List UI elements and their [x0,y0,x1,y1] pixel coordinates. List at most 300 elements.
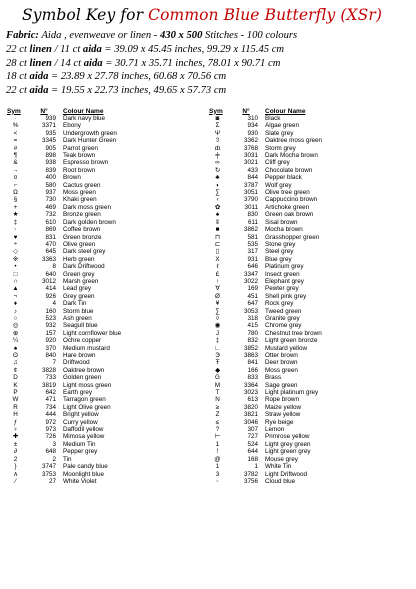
colour-name-cell: Platinum grey [265,263,304,271]
thread-number-cell: 7 [52,359,56,367]
thread-number-cell: 832 [247,337,258,345]
thread-number-cell: 3787 [243,181,258,189]
thread-number-cell: 3782 [243,470,258,478]
table-row [6,196,166,203]
thread-number-cell: 160 [45,307,56,315]
symbol-cell: § [13,196,18,204]
colour-name-cell: Elephant grey [265,277,304,285]
table-row [6,345,166,352]
symbol-cell: ÷ [13,240,18,248]
colour-name-cell: Moss green [63,189,96,197]
colour-name-cell: Rock grey [265,300,294,308]
table-row [6,330,166,337]
table-row [6,256,166,263]
table-row [6,352,166,359]
colour-name-cell: Black [265,115,281,122]
thread-number-cell: 3747 [41,463,56,471]
table-row [6,219,166,226]
thread-number-cell: 3345 [41,137,56,145]
size-fabric-a: aida [29,85,49,97]
table-row [208,433,368,440]
table-row [6,271,166,278]
thread-number-cell: 535 [247,240,258,248]
size-line [6,57,297,71]
symbol-cell: K [13,381,18,389]
colour-name-cell: Light green grey [265,448,311,456]
colour-name-cell: Green grey [63,270,95,278]
colour-name-cell: Driftwood [63,359,90,367]
stitch-colours: Stitches - 100 colours [202,30,298,41]
table-row [6,389,166,396]
colour-name-cell: Mocha brown [265,226,303,234]
table-row [208,234,368,241]
size-dimensions: = 30.71 x 35.71 inches, 78.01 x 90.71 cm [102,57,281,69]
table-row [6,293,166,300]
symbol-cell: → [12,166,19,174]
colour-name-cell: Pewter grey [265,285,299,293]
table-row [208,471,368,478]
thread-number-cell: 470 [45,240,56,248]
symbol-cell: ✿ [214,203,221,211]
thread-number-cell: 780 [247,329,258,337]
table-row [208,389,368,396]
symbol-cell: ♠ [215,211,220,219]
colour-name-cell: Light moss green [63,381,112,389]
symbol-cell: ★ [12,211,19,219]
table-row [208,396,368,403]
symbol-cell: £ [215,270,220,278]
colour-name-cell: Lead grey [63,285,92,293]
thread-number-cell: 317 [247,248,258,256]
colour-name-cell: Oaktree brown [63,366,105,374]
table-row [208,382,368,389]
colour-name-cell: Steel grey [265,248,294,256]
size-fabric-a: linen [29,57,52,69]
table-row [208,345,368,352]
symbol-cell: ♠ [13,344,18,352]
fabric-line [6,29,297,43]
colour-name-cell: Brown [63,174,81,182]
thread-number-cell: 840 [45,352,56,359]
symbol-cell: + [13,203,18,211]
table-row [6,204,166,211]
symbol-cell: ‡ [13,218,18,226]
symbol-cell: ʘ [13,352,18,359]
symbol-cell: ? [215,426,220,434]
table-row [6,411,166,418]
colour-name-cell: Light grey green [265,440,311,448]
colour-name-column-header: Colour Name [63,107,104,115]
table-row [208,115,368,122]
thread-number-cell: 734 [45,403,56,411]
thread-number-cell: 3021 [243,159,258,167]
thread-number-cell: 469 [45,203,56,211]
symbol-cell: X [215,255,220,263]
table-row [6,285,166,292]
thread-number-cell: 733 [45,374,56,382]
size-count-b: / 14 ct [51,57,84,69]
colour-name-cell: Earth grey [63,389,93,397]
symbol-cell: ! [216,448,219,456]
symbol-cell: ◦ [14,226,17,234]
title-pattern-name: Common Blue Butterfly (XSr) [148,6,383,24]
colour-name-cell: Light platinum grey [265,389,319,397]
thread-number-cell: 1 [254,463,258,471]
table-row [208,285,368,292]
size-count-a: 22 ct [6,43,30,55]
symbol-cell: ‡ [215,337,220,345]
symbol-cell: & [13,159,18,167]
table-row [208,145,368,152]
table-row [208,448,368,455]
thread-number-cell: 581 [247,233,258,241]
table-row [6,322,166,329]
symbol-cell: ‹ [216,196,219,204]
thread-number-cell: 3756 [243,477,258,485]
table-row [208,322,368,329]
table-row [6,263,166,270]
colour-name-cell: Pale candy blue [63,463,108,471]
thread-number-cell: 3768 [243,144,258,152]
thread-number-cell: 726 [45,433,56,441]
thread-number-cell: 400 [45,174,56,182]
symbol-cell: ∑ [215,189,220,197]
symbol-cell: N [215,396,220,404]
colour-name-cell: Chrome grey [265,322,302,330]
table-row [6,374,166,381]
colour-name-cell: Dark Driftwood [63,263,105,271]
table-row [208,411,368,418]
thread-number-cell: 3023 [243,389,258,397]
symbol-cell: Ŧ [215,359,220,367]
table-row [6,226,166,233]
table-row [6,167,166,174]
symbol-cell: P [13,389,18,397]
table-row [6,182,166,189]
colour-name-cell: Sage green [265,381,298,389]
colour-name-cell: Green oak brown [265,211,314,219]
colour-name-cell: Teak brown [63,152,96,160]
thread-number-cell: 3012 [41,277,56,285]
thread-number-cell: 433 [247,166,258,174]
thread-number-cell: 8 [52,263,56,271]
symbol-cell: T [215,389,220,397]
colour-name-cell: Brass [265,374,282,382]
symbol-cell: Z [215,411,220,419]
colour-name-cell: Grasshopper green [265,233,320,241]
symbol-cell: ⊢ [214,433,221,441]
table-row [208,426,368,433]
colour-name-cell: Storm blue [63,307,94,315]
colour-name-cell: Dark navy blue [63,115,105,122]
thread-number-cell: 830 [247,211,258,219]
table-row [6,471,166,478]
thread-number-cell: 3051 [243,189,258,197]
colour-name-cell: Stone grey [265,240,296,248]
colour-name-cell: Oaktree moss green [265,137,323,145]
symbol-cell: ◆ [215,366,220,374]
table-row [208,293,368,300]
symbol-cell: = [13,137,18,145]
thread-number-cell: 647 [247,300,258,308]
colour-name-cell: Daffodil yellow [63,426,104,434]
colour-name-cell: Rye beige [265,418,294,426]
colour-name-cell: Tarragon green [63,396,106,404]
thread-number-cell: 370 [45,344,56,352]
symbol-table-right-body [208,115,368,485]
symbol-cell: % [12,122,19,130]
colour-name-cell: Cliff grey [265,159,290,167]
symbol-cell: ◊ [215,314,220,322]
symbol-cell: ♀ [13,426,18,434]
colour-name-cell: Storm grey [265,144,296,152]
thread-number-cell: 3363 [41,255,56,263]
size-fabric-b: aida [82,43,102,55]
thread-number-cell: 3362 [243,137,258,145]
colour-name-cell: Algae green [265,122,299,130]
table-row [6,448,166,455]
colour-name-cell: White Tin [265,463,292,471]
table-row [6,300,166,307]
table-row [208,330,368,337]
thread-number-cell: 727 [247,433,258,441]
symbol-cell: ♫ [13,359,18,367]
colour-name-cell: Dark Tin [63,300,87,308]
thread-number-cell: 831 [45,233,56,241]
table-row [208,152,368,159]
colour-name-cell: Cloud blue [265,477,296,485]
thread-number-cell: 610 [45,218,56,226]
symbol-cell: } [14,463,17,471]
table-row [6,426,166,433]
colour-name-cell: Grey green [63,292,95,300]
table-row [6,441,166,448]
symbol-cell: ▲ [12,285,19,293]
table-row [208,248,368,255]
symbol-cell: # [13,144,18,152]
colour-name-cell: Dark moss green [63,203,111,211]
table-header-row [208,106,368,115]
symbol-cell: ¢ [13,366,18,374]
table-row [208,419,368,426]
colour-name-cell: White Violet [63,477,97,485]
colour-name-cell: Otter brown [265,352,298,359]
colour-name-cell: Dark Mocha brown [265,152,318,160]
table-row [208,189,368,196]
symbol-cell: < [13,129,18,137]
size-count-a: 28 ct [6,57,30,69]
thread-number-cell: 3790 [243,196,258,204]
thread-number-cell: 3053 [243,307,258,315]
table-row [6,248,166,255]
table-row [6,278,166,285]
thread-number-cell: 898 [45,152,56,160]
size-line [6,70,297,84]
colour-name-cell: Pepper black [265,174,302,182]
thread-number-cell: 3820 [243,403,258,411]
thread-number-cell: 157 [45,329,56,337]
size-dimensions: = 19.55 x 22.73 inches, 49.65 x 57.73 cm [48,85,227,97]
size-line [6,43,297,57]
symbol-cell: Э [215,352,220,359]
symbol-cell: M [214,381,221,389]
colour-name-cell: Tweed green [265,307,302,315]
table-row [208,463,368,470]
thread-number-cell: 3753 [41,470,56,478]
symbol-cell: ■ [215,226,220,234]
thread-number-cell: 3852 [243,344,258,352]
table-row [6,456,166,463]
table-header-row [6,106,166,115]
thread-number-cell: 611 [247,218,258,226]
table-row [208,367,368,374]
symbol-cell: ◉ [214,322,221,330]
symbol-cell: ◎ [12,322,19,330]
colour-name-cell: Straw yellow [265,411,301,419]
thread-number-cell: 166 [247,366,258,374]
symbol-cell: ± [13,440,18,448]
colour-name-cell: Olive green [63,240,96,248]
size-count-a: 22 ct [6,85,30,97]
symbol-cell: ∧ [13,470,18,478]
colour-name-cell: Medium mustard [63,344,110,352]
table-row [208,159,368,166]
table-row [6,234,166,241]
colour-name-cell: Medium Tin [63,440,96,448]
thread-number-cell: 318 [247,314,258,322]
symbol-cell: Ψ [214,129,221,137]
symbol-cell: ↑ [215,277,220,285]
colour-name-cell: Blue grey [265,255,292,263]
thread-number-cell: 935 [45,129,56,137]
colour-name-cell: Wolf grey [265,181,292,189]
symbol-cell: ≥ [215,403,220,411]
table-row [208,271,368,278]
thread-number-cell: 444 [45,411,56,419]
thread-number-cell: 640 [45,270,56,278]
colour-name-cell: Olive tree green [265,189,310,197]
colour-name-cell: Parrot green [63,144,99,152]
symbol-cell: ⌐ [13,181,18,189]
thread-number-cell: 3031 [243,152,258,160]
thread-number-cell: 3 [52,440,56,448]
table-row [6,174,166,181]
thread-number-cell: 3347 [243,270,258,278]
thread-number-cell: 3046 [243,418,258,426]
thread-number-cell: 732 [45,211,56,219]
table-row [208,456,368,463]
thread-number-cell: 931 [247,255,258,263]
symbol-cell: ¤ [13,174,18,182]
table-row [208,374,368,381]
table-row [208,404,368,411]
colour-name-cell: Light Olive green [63,403,111,411]
colour-name-cell: Root brown [63,166,96,174]
colour-name-cell: Maize yellow [265,403,302,411]
colour-name-cell: Bronze green [63,211,101,219]
colour-name-cell: Ash green [63,314,92,322]
colour-name-cell: Hare brown [63,352,96,359]
symbol-cell: ♦ [13,300,18,308]
table-row [208,441,368,448]
table-row [208,278,368,285]
symbol-cell: ∀ [215,285,220,293]
colour-name-cell: Moonlight blue [63,470,104,478]
table-row [6,367,166,374]
symbol-cell: Σ [215,122,220,130]
size-dimensions: = 23.89 x 27.78 inches, 60.68 x 70.56 cm [48,71,227,83]
symbol-cell: ◇ [13,248,18,256]
symbol-cell: ∩ [13,277,18,285]
table-row [6,359,166,366]
colour-name-cell: Coffee brown [63,226,101,234]
colour-name-cell: Primrose yellow [265,433,310,441]
thread-number-cell: 414 [45,285,56,293]
colour-name-cell: Marsh green [63,277,99,285]
table-row [6,396,166,403]
table-row [208,337,368,344]
thread-number-cell: 4 [52,300,56,308]
colour-name-cell: Deer brown [265,359,298,367]
colour-name-cell: Khaki green [63,196,97,204]
symbol-cell: R [13,403,18,411]
table-row [208,308,368,315]
size-count-a: 18 ct [6,71,30,83]
symbol-table-left [6,106,166,485]
table-row [6,337,166,344]
colour-name-cell: Light cornflower blue [63,329,122,337]
colour-name-cell: Herb green [63,255,95,263]
thread-number-cell: 932 [45,322,56,330]
symbol-cell: D [13,374,18,382]
table-row [6,189,166,196]
symbol-cell: ♥ [13,233,18,241]
symbol-cell: ∂ [13,448,18,456]
size-fabric-a: linen [29,43,52,55]
colour-name-cell: Shell pink grey [265,292,307,300]
thread-number-cell: 169 [247,285,258,293]
table-row [208,478,368,485]
thread-number-cell: 939 [45,115,56,122]
thread-number-cell: 3821 [243,411,258,419]
table-row [6,463,166,470]
colour-name-cell: Cappuccino brown [265,196,318,204]
table-row [208,137,368,144]
colour-name-cell: Dark golden brown [63,218,116,226]
thread-number-cell: 972 [45,418,56,426]
symbol-cell: W [12,396,19,404]
thread-number-cell: 833 [247,374,258,382]
sym-column-header: Sym [7,107,21,115]
thread-number-cell: 644 [247,448,258,456]
table-row [6,122,166,129]
colour-name-cell: Granite grey [265,314,300,322]
symbol-cell: ∑ [215,307,220,315]
thread-number-cell: 934 [247,122,258,130]
thread-number-cell: 524 [247,440,258,448]
colour-name-cell: Slate grey [265,129,294,137]
table-row [208,130,368,137]
table-row [208,204,368,211]
colour-name-cell: Mimosa yellow [63,433,105,441]
symbol-cell: ♣ [215,174,220,182]
table-row [6,433,166,440]
symbol-cell: J [215,329,220,337]
thread-number-cell: 580 [45,181,56,189]
thread-number-cell: 973 [45,426,56,434]
symbol-cell: ✚ [12,433,19,441]
thread-number-cell: 3011 [244,203,258,211]
